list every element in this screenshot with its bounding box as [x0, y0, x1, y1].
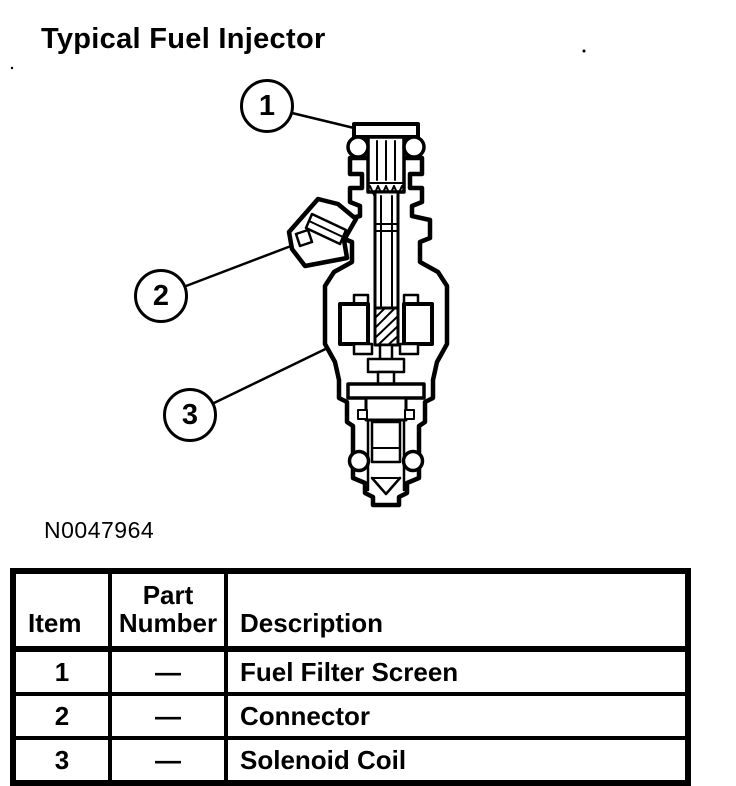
callout-1: [240, 79, 294, 133]
figure-title: Typical Fuel Injector: [41, 23, 326, 56]
cell-part-number-2: —: [110, 694, 226, 738]
callout-3: [163, 388, 217, 442]
col-header-part-number: Part Number: [110, 571, 226, 649]
callout-3-label: 3: [181, 398, 199, 431]
callout-2: [134, 269, 188, 323]
parts-table-container: [10, 568, 691, 786]
cell-part-number-3: —: [110, 738, 226, 783]
header-row: [13, 571, 688, 649]
cell-description-1: Fuel Filter Screen: [226, 649, 688, 694]
col-header-description: Description: [226, 571, 688, 649]
callout-1-label: 1: [258, 89, 276, 122]
cell-part-number-1: —: [110, 649, 226, 694]
figure-reference-code: N0047964: [44, 517, 155, 543]
cell-item-2: 2: [13, 694, 110, 738]
table-row: [13, 694, 688, 738]
cell-item-3: 3: [13, 738, 110, 783]
callout-2-label: 2: [152, 279, 170, 312]
cell-item-1: 1: [13, 649, 110, 694]
table-row: [13, 738, 688, 783]
cell-description-2: Connector: [226, 694, 688, 738]
col-header-item: Item: [13, 571, 110, 649]
table-row: [13, 649, 688, 694]
parts-table: [10, 568, 691, 786]
cell-description-3: Solenoid Coil: [226, 738, 688, 783]
